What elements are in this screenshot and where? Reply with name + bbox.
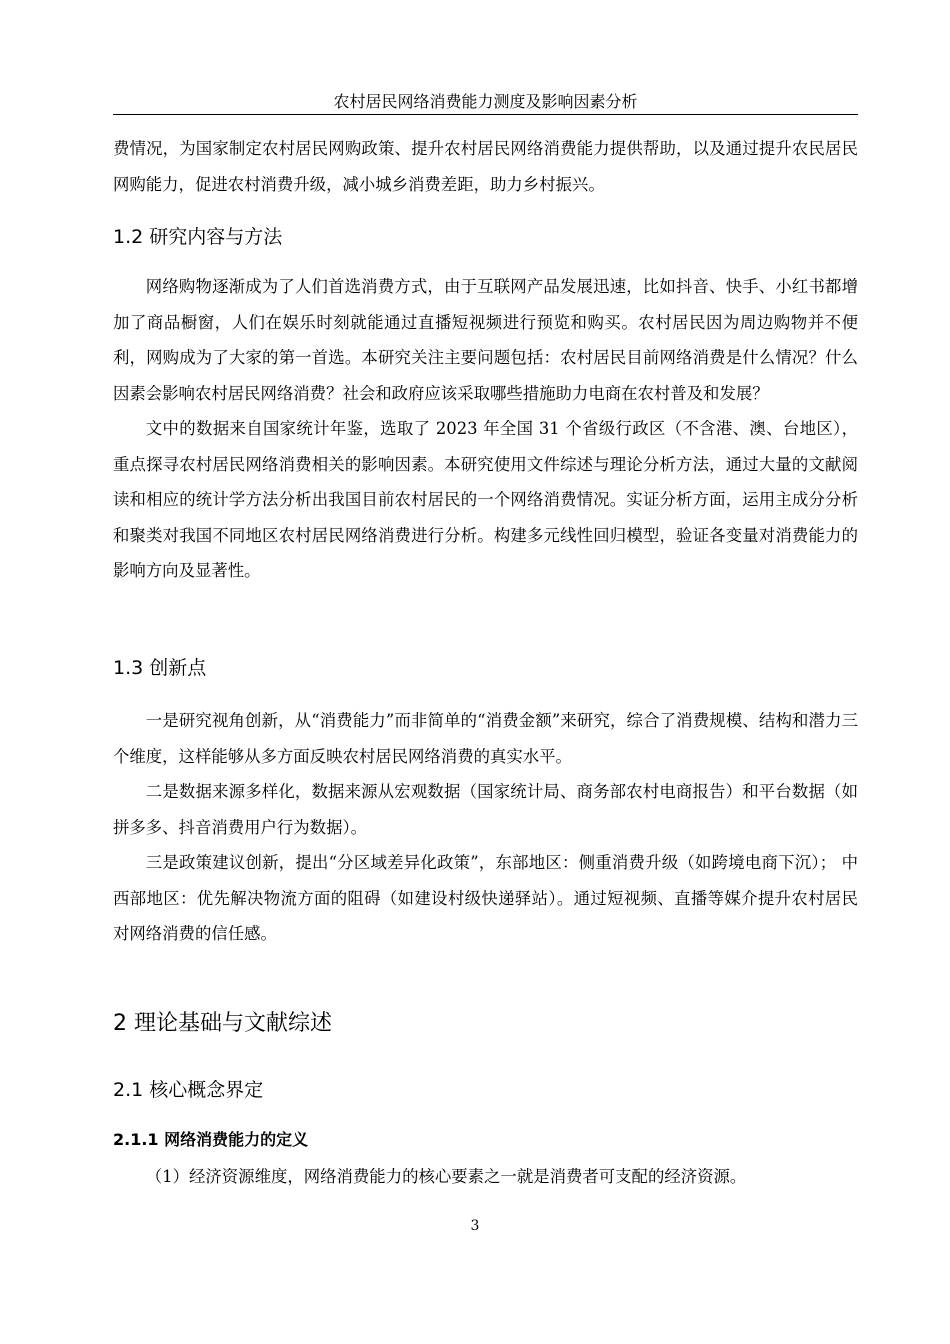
subsection-2-1-1-paragraph-1: （1）经济资源维度，网络消费能力的核心要素之一就是消费者可支配的经济资源。 (145, 1167, 747, 1186)
intro-text (113, 131, 858, 202)
header-rule (113, 114, 858, 115)
section-heading-1-2: 1.2 研究内容与方法 (113, 226, 283, 248)
intro-paragraph: 费情况，为国家制定农村居民网购政策、提升农村居民网络消费能力提供帮助，以及通过提升农民居民网购能力，促进农村消费升级，减小城乡消费差距，助力乡村振兴。 (113, 139, 858, 194)
chapter-heading-2: 2 理论基础与文献综述 (113, 1011, 332, 1036)
section-heading-1-3: 1.3 创新点 (113, 657, 207, 679)
section-1-3-paragraph-3: 三是政策建议创新，提出“分区域差异化政策”，东部地区：侧重消费升级（如跨境电商下沉）； 中西部地区：优先解决物流方面的阻碍（如建设村级快递驿站）。通过短视频、直播等媒介提升农村居民对网络消费的信任感。 (113, 853, 858, 943)
subsection-2-1-1-body (113, 1159, 858, 1195)
section-1-3-paragraph-1: 一是研究视角创新，从“消费能力”而非简单的“消费金额”来研究，综合了消费规模、结构和潜力三个维度，这样能够从多方面反映农村居民网络消费的真实水平。 (113, 711, 858, 766)
section-1-2-paragraph-1: 网络购物逐渐成为了人们首选消费方式，由于互联网产品发展迅速，比如抖音、快手、小红书都增加了商品橱窗，人们在娱乐时刻就能通过直播短视频进行预览和购买。农村居民因为周边购物并不便利，网购成为了大家的第一首选。本研究关注主要问题包括：农村居民目前网络消费是什么情况？什么因素会影响农村居民网络消费？社会和政府应该采取哪些措施助力电商在农村普及和发展？ (113, 277, 858, 403)
section-1-2-body (113, 269, 858, 589)
subsection-heading-2-1-1: 2.1.1 网络消费能力的定义 (113, 1130, 309, 1149)
section-1-2-paragraph-2: 文中的数据来自国家统计年鉴，选取了 2023 年全国 31 个省级行政区（不含港、澳、台地区），重点探寻农村居民网络消费相关的影响因素。本研究使用文件综述与理论分析方法，通过大量的文献阅读和相应的统计学方法分析出我国目前农村居民的一个网络消费情况。实证分析方面，运用主成分分析和聚类对我国不同地区农村居民网络消费进行分析。构建多元线性回归模型，验证各变量对消费能力的影响方向及显著性。 (113, 419, 858, 580)
section-1-3-paragraph-2: 二是数据来源多样化，数据来源从宏观数据（国家统计局、商务部农村电商报告）和平台数据（如拼多多、抖音消费用户行为数据）。 (113, 782, 858, 837)
section-1-3-body (113, 703, 858, 952)
section-heading-2-1: 2.1 核心概念界定 (113, 1079, 264, 1101)
page-number: 3 (470, 1218, 480, 1234)
running-header: 农村居民网络消费能力测度及影响因素分析 (333, 92, 638, 111)
